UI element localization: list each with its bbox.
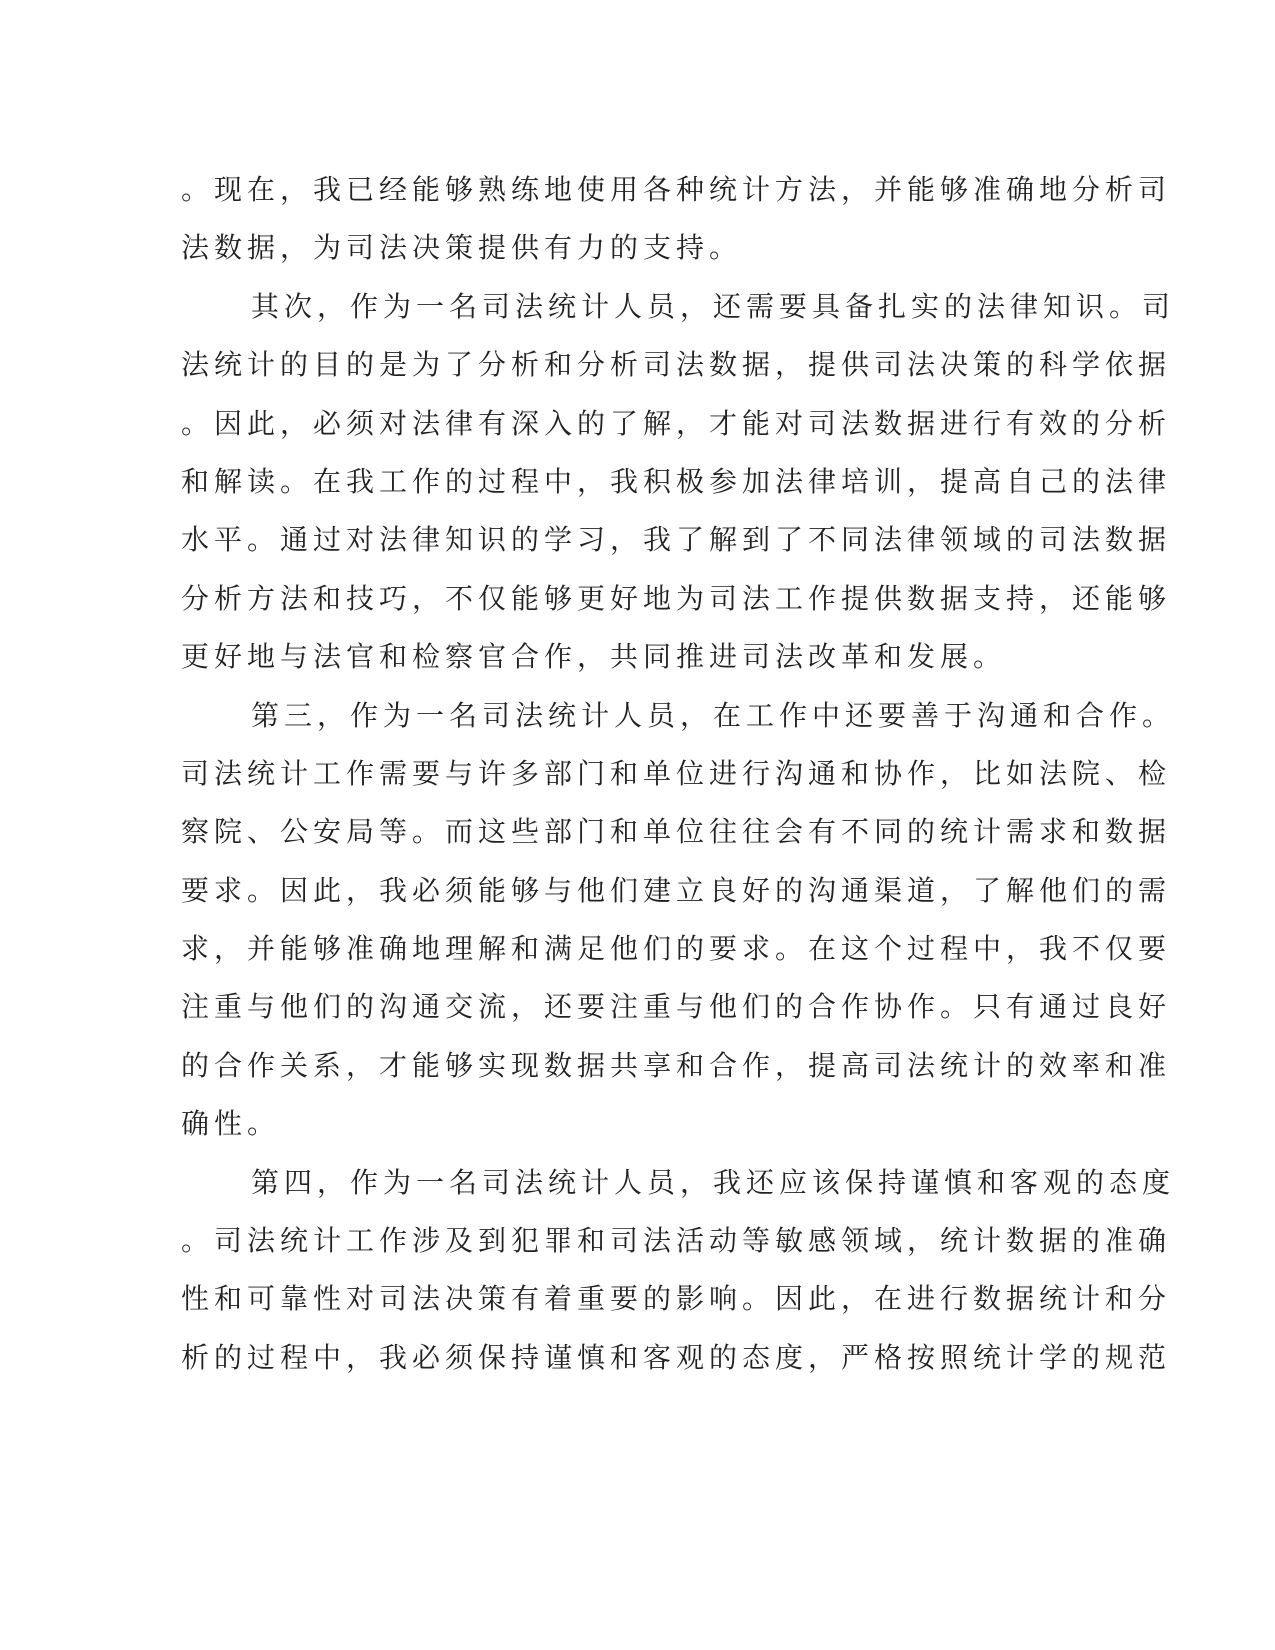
text-line: 水平。通过对法律知识的学习，我了解到了不同法律领域的司法数据 — [181, 523, 1172, 557]
text-line: 和解读。在我工作的过程中，我积极参加法律培训，提高自己的法律 — [181, 464, 1172, 498]
text-line: 析的过程中，我必须保持谨慎和客观的态度，严格按照统计学的规范 — [181, 1340, 1172, 1374]
text-line: 确性。 — [181, 1107, 281, 1141]
text-line: 的合作关系，才能够实现数据共享和合作，提高司法统计的效率和准 — [181, 1048, 1172, 1082]
paragraph-start-line: 第四，作为一名司法统计人员，我还应该保持谨慎和客观的态度 — [251, 1165, 1176, 1199]
text-line: 性和可靠性对司法决策有着重要的影响。因此，在进行数据统计和分 — [181, 1282, 1172, 1316]
text-line: 注重与他们的沟通交流，还要注重与他们的合作协作。只有通过良好 — [181, 990, 1172, 1024]
text-line: 分析方法和技巧，不仅能够更好地为司法工作提供数据支持，还能够 — [181, 581, 1172, 615]
text-line: 。因此，必须对法律有深入的了解，才能对司法数据进行有效的分析 — [181, 406, 1172, 440]
text-line: 要求。因此，我必须能够与他们建立良好的沟通渠道，了解他们的需 — [181, 873, 1172, 907]
paragraph-start-line: 其次，作为一名司法统计人员，还需要具备扎实的法律知识。司 — [251, 289, 1176, 323]
text-line: 。现在，我已经能够熟练地使用各种统计方法，并能够准确地分析司 — [181, 173, 1172, 206]
text-line: 察院、公安局等。而这些部门和单位往往会有不同的统计需求和数据 — [181, 815, 1172, 849]
paragraph-start-line: 第三，作为一名司法统计人员，在工作中还要善于沟通和合作。 — [251, 698, 1176, 732]
text-line: 更好地与法官和检察官合作，共同推进司法改革和发展。 — [181, 640, 1007, 674]
text-line: 司法统计工作需要与许多部门和单位进行沟通和协作，比如法院、检 — [181, 756, 1172, 790]
text-line: 。司法统计工作涉及到犯罪和司法活动等敏感领域，统计数据的准确 — [181, 1224, 1172, 1258]
text-line: 法统计的目的是为了分析和分析司法数据，提供司法决策的科学依据 — [181, 348, 1172, 382]
text-line: 法数据，为司法决策提供有力的支持。 — [181, 231, 743, 265]
body-text — [181, 161, 1176, 1387]
text-line: 求，并能够准确地理解和满足他们的要求。在这个过程中，我不仅要 — [181, 932, 1172, 966]
